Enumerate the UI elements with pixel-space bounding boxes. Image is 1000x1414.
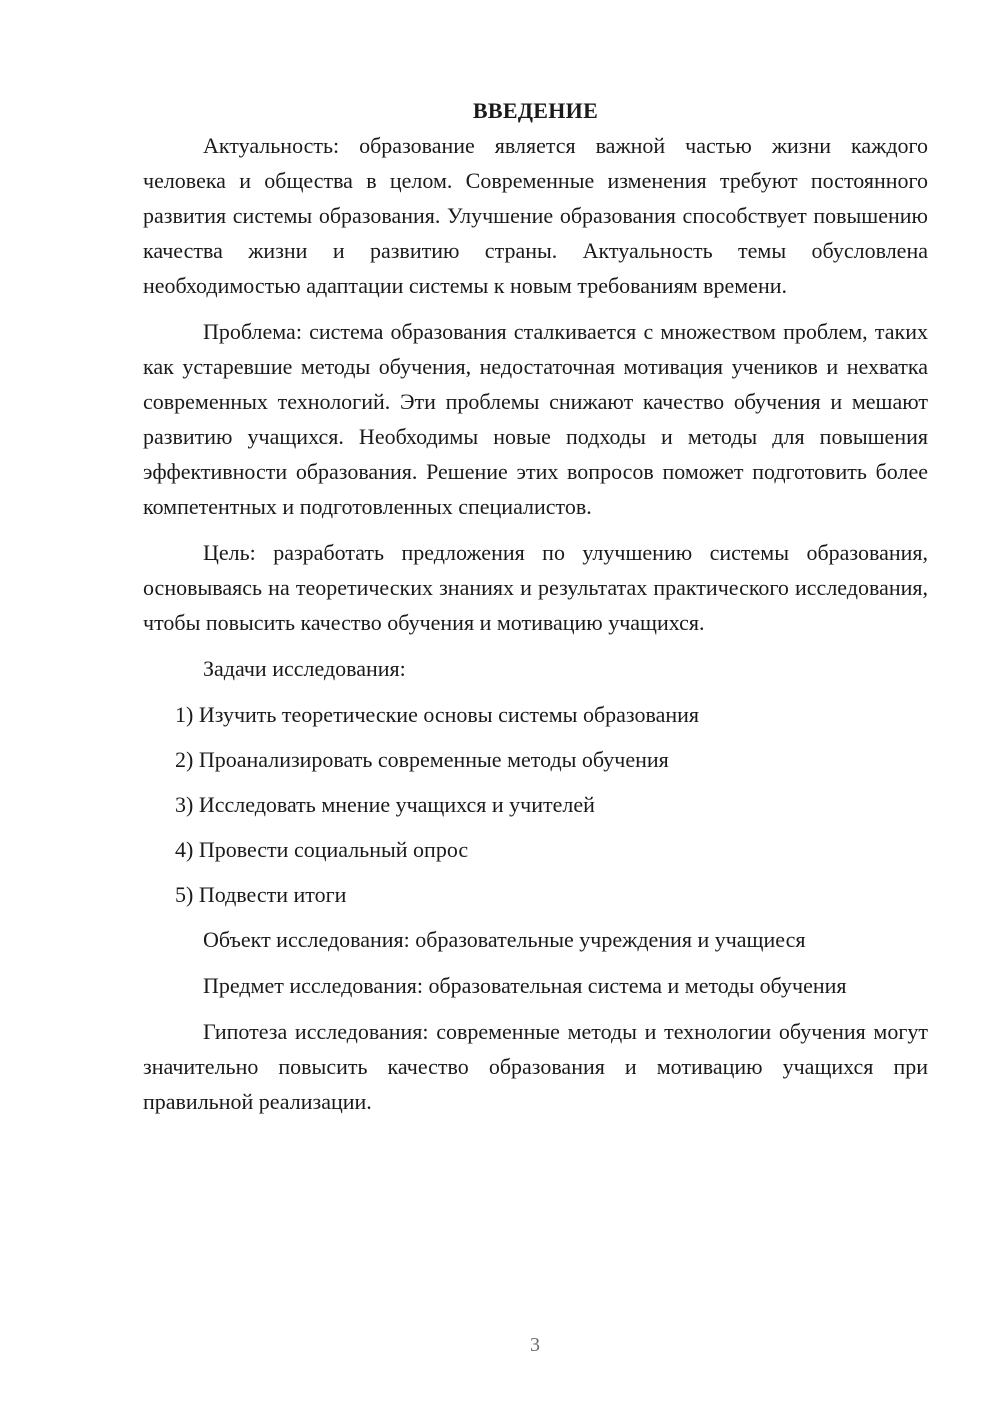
goal-paragraph: Цель: разработать предложения по улучшению системы образования, основываясь на теоретических знаниях и результатах практического исследования, чтобы повысить качество обучения и мотивацию учащихся. <box>143 540 928 635</box>
list-item: 2) Проанализировать современные методы обучения <box>175 747 669 772</box>
relevance-paragraph: Актуальность: образование является важной частью жизни каждого человека и общества в целом. Современные изменения требуют постоянного развития системы образования. Улучшение образования способствует повышению качества жизни и развитию страны. Актуальность темы обусловлена необходимостью адаптации системы к новым требованиям времени. <box>143 133 928 298</box>
list-item: 4) Провести социальный опрос <box>175 837 469 862</box>
list-item: 3) Исследовать мнение учащихся и учителей <box>175 792 595 817</box>
subject-paragraph: Предмет исследования: образовательная система и методы обучения <box>203 973 847 998</box>
page-title: ВВЕДЕНИЕ <box>472 98 599 123</box>
hypothesis-paragraph: Гипотеза исследования: современные методы и технологии обучения могут значительно повысить качество образования и мотивацию учащихся при правильной реализации. <box>143 1019 928 1114</box>
tasks-list <box>143 697 928 912</box>
object-paragraph: Объект исследования: образовательные учреждения и учащиеся <box>203 927 806 952</box>
problem-paragraph: Проблема: система образования сталкивается с множеством проблем, таких как устаревшие методы обучения, недостаточная мотивация учеников и нехватка современных технологий. Эти проблемы снижают качество обучения и мешают развитию учащихся. Необходимы новые подходы и методы для повышения эффективности образования. Решение этих вопросов поможет подготовить более компетентных и подготовленных специалистов. <box>143 319 928 519</box>
tasks-heading: Задачи исследования: <box>203 656 406 681</box>
list-item: 5) Подвести итоги <box>175 882 347 907</box>
page-content <box>143 96 928 1130</box>
list-item: 1) Изучить теоретические основы системы образования <box>175 702 700 727</box>
page-number: 3 <box>530 1334 540 1356</box>
